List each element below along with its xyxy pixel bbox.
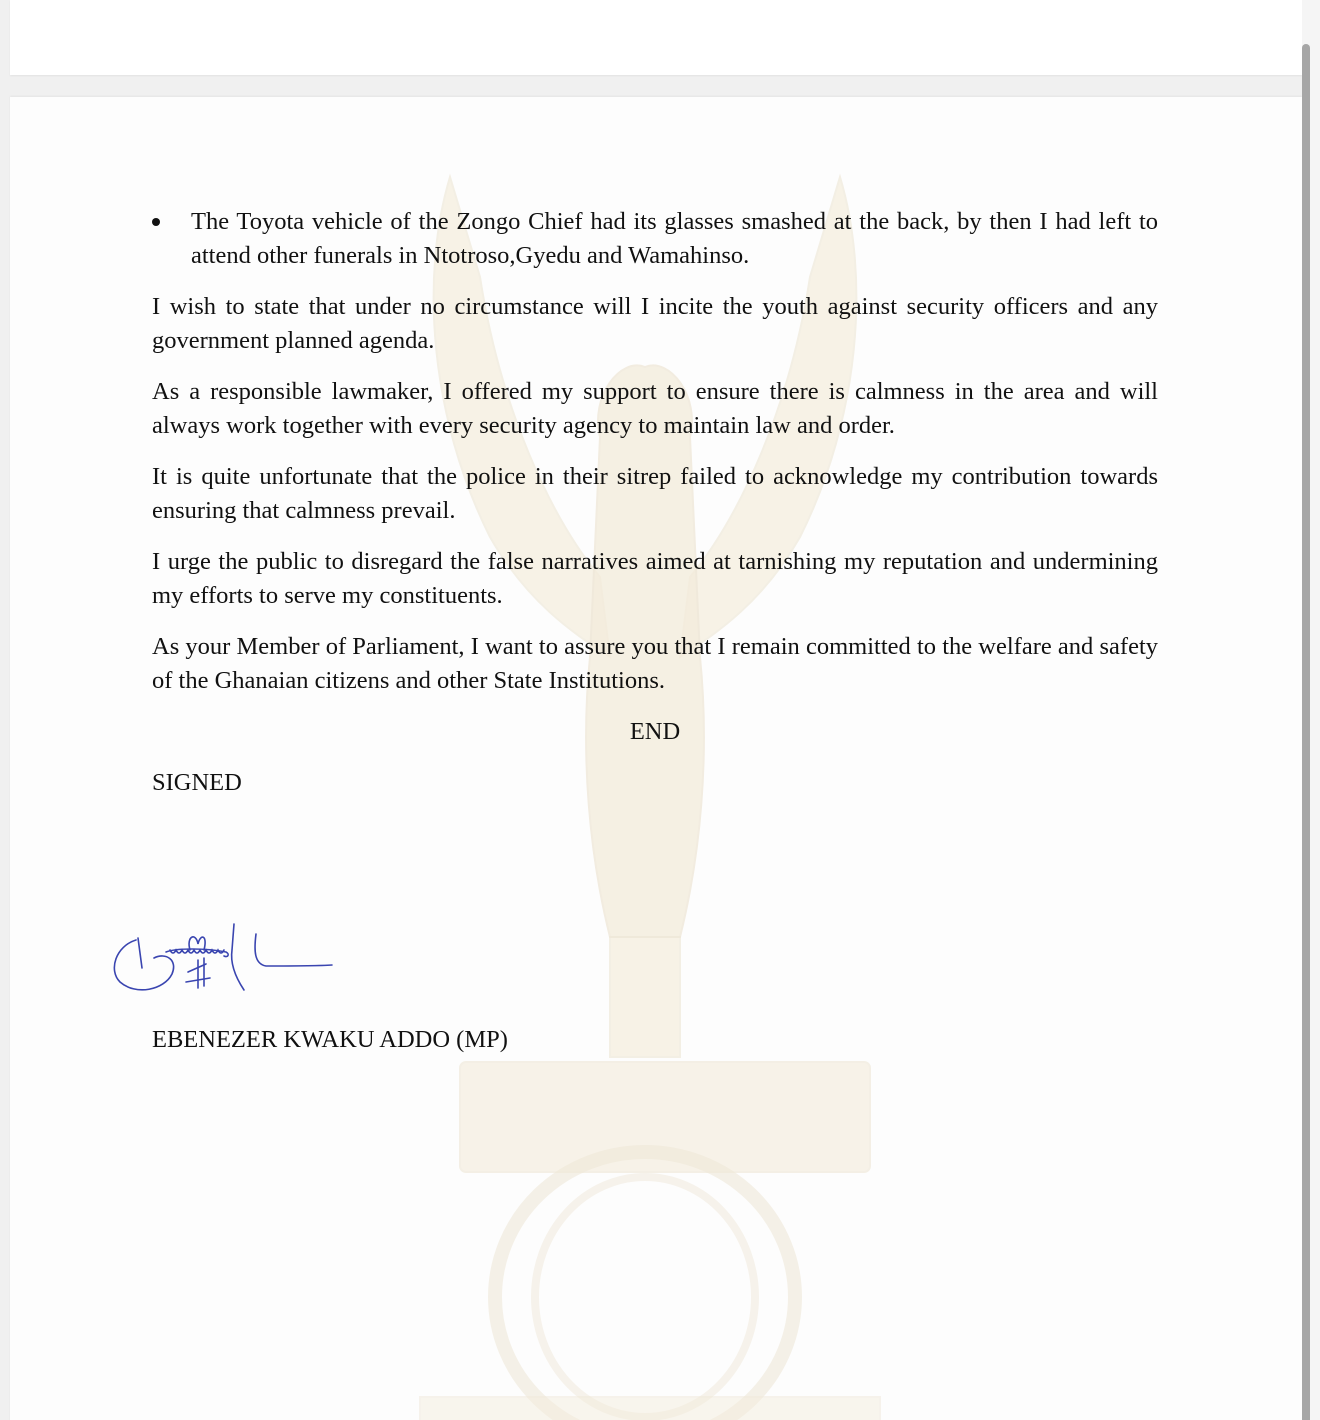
paragraph-incite-statement: I wish to state that under no circumstance will I incite the youth against security officers and any government planned agenda. (152, 293, 1158, 354)
paragraph-police-sitrep: It is quite unfortunate that the police in their sitrep failed to acknowledge my contribution towards ensuring that calmness prevail. (152, 463, 1158, 524)
document-page (10, 97, 1302, 1420)
scrollbar-thumb[interactable] (1302, 44, 1310, 1420)
paragraph-public-appeal: I urge the public to disregard the false narratives aimed at tarnishing my reputation and undermining my efforts to serve my constituents. (152, 548, 1158, 609)
signed-label: SIGNED (152, 769, 242, 796)
paragraph-lawmaker-support: As a responsible lawmaker, I offered my support to ensure there is calmness in the area and will always work together with every security agency to maintain law and order. (152, 378, 1158, 439)
end-mark: END (629, 718, 681, 745)
bullet-list-item (152, 205, 1158, 273)
paragraph-mp-commitment: As your Member of Parliament, I want to assure you that I remain committed to the welfare and safety of the Ghanaian citizens and other State Institutions. (152, 633, 1158, 694)
document-body (152, 205, 1158, 1053)
signature-icon (106, 920, 336, 1000)
previous-page (10, 0, 1302, 75)
bullet-text: The Toyota vehicle of the Zongo Chief had its glasses smashed at the back, by then I had left to attend other funerals in Ntotroso,Gyedu and Wamahinso. (191, 208, 1158, 269)
bullet-dot-icon (152, 218, 160, 226)
signatory-name: EBENEZER KWAKU ADDO (MP) (152, 1026, 508, 1053)
